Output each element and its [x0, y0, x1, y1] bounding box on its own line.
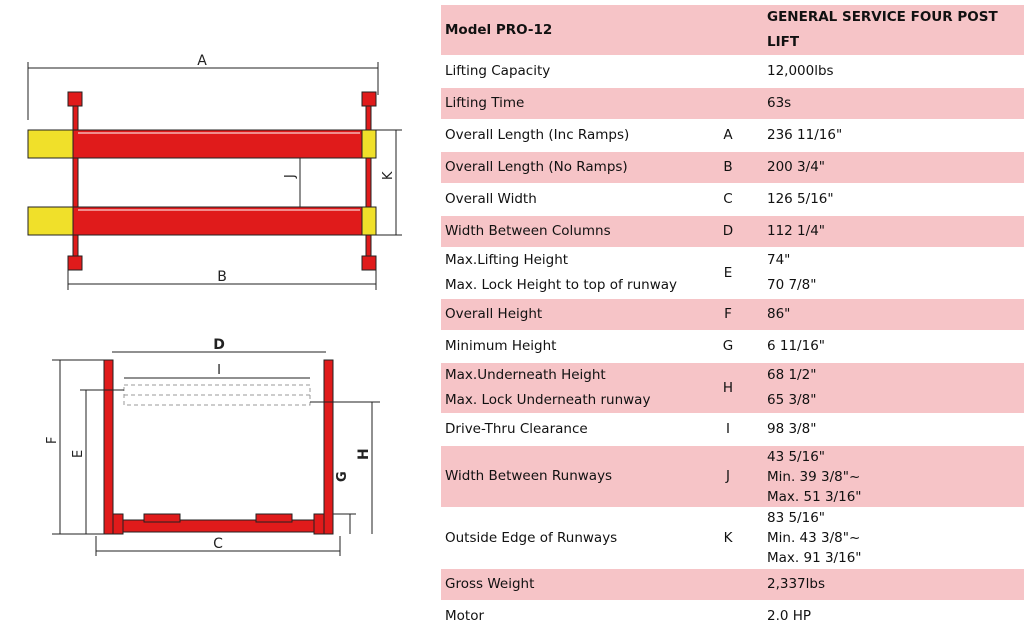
spec-label: [441, 446, 703, 508]
label-g: G: [335, 471, 350, 482]
table-row: [441, 414, 1024, 446]
spec-value-line: 98 3/8": [767, 421, 817, 437]
spec-value-line: 2.0 HP: [767, 608, 812, 625]
spec-value-line: Max. 91 3/16": [767, 550, 862, 566]
spec-value: [763, 248, 1024, 299]
spec-value-line: 236 11/16": [767, 127, 843, 143]
table-row: [441, 299, 1024, 331]
table-row: [441, 446, 1024, 508]
spec-value: [763, 446, 1024, 508]
spec-code: E: [703, 248, 763, 299]
table-row: [441, 216, 1024, 248]
spec-value: [763, 569, 1024, 601]
spec-code: B: [703, 152, 763, 184]
spec-label-line: Width Between Columns: [445, 223, 611, 239]
spec-value: [763, 88, 1024, 120]
spec-code: H: [703, 363, 763, 414]
spec-value-line: 83 5/16": [767, 510, 825, 526]
spec-label-line: Overall Length (No Ramps): [445, 159, 628, 175]
spec-code: F: [703, 299, 763, 331]
label-i: I: [217, 363, 221, 378]
spec-value-line: 112 1/4": [767, 223, 825, 239]
spec-value-line: 6 11/16": [767, 338, 825, 354]
spec-value: [763, 152, 1024, 184]
lift-diagram: [0, 0, 440, 612]
spec-value: [763, 363, 1024, 414]
table-row: [441, 508, 1024, 569]
spec-label: [441, 120, 703, 152]
spec-value-line: 63s: [767, 95, 792, 111]
spec-code: C: [703, 184, 763, 216]
table-header-row: [441, 5, 1024, 56]
spec-value-line: 65 3/8": [767, 392, 817, 408]
table-row: [441, 120, 1024, 152]
spec-value-line: Max. 51 3/16": [767, 488, 862, 505]
spec-label: [441, 152, 703, 184]
spec-value-line: 12,000lbs: [767, 63, 834, 79]
spec-value-line: Min. 39 3/8"~: [767, 468, 861, 485]
front-view: [45, 337, 380, 556]
spec-value: [763, 299, 1024, 331]
spec-value: [763, 414, 1024, 446]
spec-code: J: [703, 446, 763, 508]
table-row: [441, 331, 1024, 363]
spec-value: [763, 331, 1024, 363]
spec-label-line: Width Between Runways: [445, 468, 613, 484]
table-row: [441, 601, 1024, 633]
spec-value-line: 2,337lbs: [767, 576, 826, 592]
spec-label-line: Outside Edge of Runways: [445, 529, 618, 546]
table-row: [441, 152, 1024, 184]
label-e: E: [71, 449, 86, 458]
spec-code: [703, 601, 763, 633]
spec-code: [703, 88, 763, 120]
label-a: A: [197, 53, 207, 69]
spec-label-line: Minimum Height: [445, 338, 557, 354]
label-j: J: [283, 174, 298, 178]
model-label: Model PRO-12: [441, 5, 703, 56]
table-row: [441, 56, 1024, 88]
spec-value-line: 68 1/2": [767, 367, 817, 383]
spec-table: [441, 5, 1024, 633]
spec-code: G: [703, 331, 763, 363]
spec-label: [441, 508, 703, 569]
spec-label-line: Max. Lock Underneath runway: [445, 392, 651, 408]
spec-value-line: 74": [767, 252, 791, 268]
spec-value: [763, 601, 1024, 633]
spec-value-line: 70 7/8": [767, 277, 817, 293]
spec-value-line: Min. 43 3/8"~: [767, 530, 861, 546]
spec-label: [441, 184, 703, 216]
spec-value: [763, 508, 1024, 569]
spec-label: [441, 414, 703, 446]
spec-label: [441, 216, 703, 248]
label-c: C: [213, 536, 223, 552]
table-row: [441, 569, 1024, 601]
label-h: H: [356, 448, 372, 460]
spec-label-line: Drive-Thru Clearance: [445, 421, 588, 437]
spec-label: [441, 363, 703, 414]
label-d: D: [213, 337, 225, 353]
table-row: [441, 363, 1024, 414]
spec-label-line: Lifting Capacity: [445, 63, 551, 79]
spec-label-line: Overall Length (Inc Ramps): [445, 127, 630, 143]
spec-label: [441, 569, 703, 601]
spec-code: [703, 569, 763, 601]
spec-value-line: 200 3/4": [767, 159, 825, 175]
spec-value-line: 86": [767, 306, 791, 322]
spec-value: [763, 120, 1024, 152]
spec-code: K: [703, 508, 763, 569]
spec-label: [441, 601, 703, 633]
spec-label: [441, 56, 703, 88]
table-row: [441, 88, 1024, 120]
spec-value: [763, 216, 1024, 248]
spec-value: [763, 184, 1024, 216]
spec-label-line: Max. Lock Height to top of runway: [445, 277, 678, 293]
spec-label-line: Overall Width: [445, 191, 537, 207]
spec-label-line: Overall Height: [445, 306, 543, 322]
spec-label: [441, 88, 703, 120]
spec-code: [703, 56, 763, 88]
top-view: [28, 53, 402, 290]
spec-code: D: [703, 216, 763, 248]
table-row: [441, 184, 1024, 216]
spec-value-line: 126 5/16": [767, 191, 834, 207]
spec-value-line: 43 5/16": [767, 448, 825, 465]
spec-value: [763, 56, 1024, 88]
label-b: B: [217, 269, 227, 285]
spec-label: [441, 331, 703, 363]
spec-label-line: Max.Lifting Height: [445, 252, 569, 268]
spec-label-line: Motor: [445, 608, 485, 625]
spec-label-line: Max.Underneath Height: [445, 367, 606, 383]
spec-label: [441, 299, 703, 331]
spec-label-line: Gross Weight: [445, 576, 535, 592]
lift-title: GENERAL SERVICE FOUR POST LIFT: [763, 5, 1024, 56]
table-row: [441, 248, 1024, 299]
label-k: K: [381, 171, 396, 180]
spec-label-line: Lifting Time: [445, 95, 525, 111]
label-f: F: [45, 436, 60, 444]
spec-label: [441, 248, 703, 299]
spec-code: A: [703, 120, 763, 152]
spec-code: I: [703, 414, 763, 446]
